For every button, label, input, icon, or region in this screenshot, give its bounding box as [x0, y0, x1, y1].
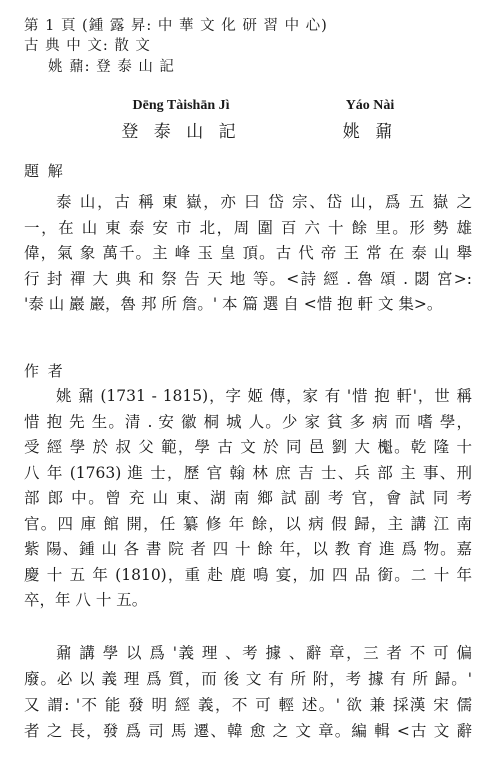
header-line-3: 姚 鼐: 登 泰 山 記 — [48, 59, 175, 75]
text-line: 紫 陽、鍾 山 各 書 院 者 四 十 餘 年，以 教 育 進 爲 物。嘉 — [24, 540, 472, 558]
header-line-2: 古 典 中 文: 散 文 — [24, 38, 151, 54]
text-line: 官。四 庫 館 開，任 纂 修 年 餘，以 病 假 歸，主 講 江 南 — [24, 514, 472, 533]
text-line: 鼐 講 學 以 爲 '義 理 、考 據 、辭 章，三 者 不 可 偏 — [56, 644, 472, 662]
title-work — [115, 98, 247, 142]
text-line: 又 謂: '不 能 發 明 經 義，不 可 輕 述。' 欲 兼 採漢 宋 儒 — [24, 696, 472, 714]
text-line: 者 之 長，發 爲 司 馬 遷、韓 愈 之 文 章。編 輯 <古 文 辭 — [24, 722, 472, 740]
paragraph-explain — [24, 190, 472, 318]
text-line: 卒，年 八 十 五。 — [24, 591, 148, 609]
title-work-pinyin: Dēng Tàishān Jì — [132, 98, 230, 113]
title-author-hanzi: 姚 鼐 — [342, 122, 398, 142]
header-line-1: 第 1 頁 (鍾 露 昇: 中 華 文 化 研 習 中 心) — [24, 18, 328, 34]
text-line: 八 年 (1763) 進 士，歷 官 翰 林 庶 吉 士、兵 部 主 事、刑 — [24, 463, 472, 482]
paragraph-thought — [24, 640, 472, 744]
text-line: 廢。必 以 義 理 爲 質，而 後 文 有 所 附，考 據 有 所 歸。' — [24, 670, 472, 688]
title-author-pinyin: Yáo Nài — [345, 98, 395, 113]
title-work-hanzi: 登 泰 山 記 — [121, 122, 241, 142]
text-line: 姚 鼐 (1731 - 1815)，字 姬 傳，家 有 '惜 抱 軒'，世 稱 — [56, 387, 472, 405]
text-line: '泰 山 巖 巖，魯 邦 所 詹。' 本 篇 選 自 <惜 抱 軒 文 集>。 — [24, 295, 443, 313]
text-line: 泰 山，古 稱 東 嶽，亦 曰 岱 宗、岱 山，爲 五 嶽 之 — [56, 193, 472, 211]
paragraph-author — [24, 384, 472, 614]
text-line: 受 經 學 於 叔 父 範，學 古 文 於 同 邑 劉 大 櫆。乾 隆 十 — [24, 438, 472, 456]
section-heading-explain: 題 解 — [24, 162, 65, 180]
text-line: 行 封 禪 大 典 和 祭 告 天 地 等。<詩 經 . 魯 頌 . 閟 宮>: — [24, 269, 472, 288]
text-line: 慶 十 五 年 (1810)，重 赴 鹿 鳴 宴，加 四 品 銜。二 十 年 — [24, 565, 472, 584]
section-heading-author: 作 者 — [24, 362, 65, 380]
text-line: 一，在 山 東 泰 安 市 北，周 圍 百 六 十 餘 里。形 勢 雄 — [24, 218, 472, 237]
text-line: 偉，氣 象 萬千。主 峰 玉 皇 頂。古 代 帝 王 常 在 泰 山 舉 — [24, 244, 472, 262]
text-line: 部 郎 中。曾 充 山 東、湖 南 鄉 試 副 考 官，會 試 同 考 — [24, 489, 472, 507]
text-line: 惜 抱 先 生。清 . 安 徽 桐 城 人。少 家 貧 多 病 而 嗜 學， — [24, 412, 472, 431]
title-author — [335, 98, 405, 142]
